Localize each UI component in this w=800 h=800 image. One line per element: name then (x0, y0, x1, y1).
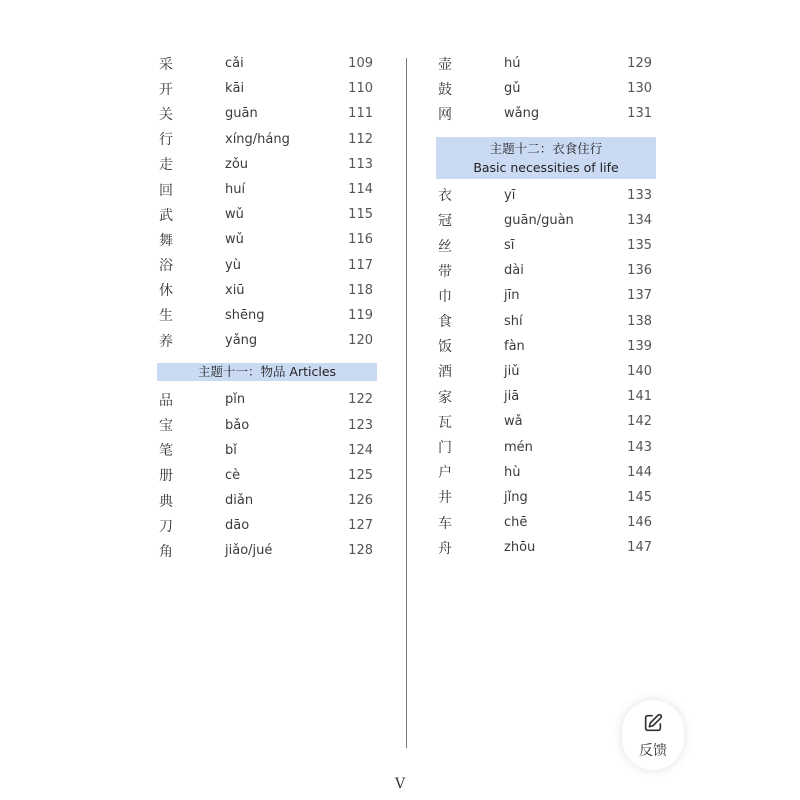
index-page-number: 119 (348, 307, 373, 323)
index-row (436, 535, 656, 560)
index-pinyin: hú (504, 56, 521, 72)
index-page-number: 137 (627, 288, 652, 304)
index-page-number: 141 (627, 389, 652, 405)
index-row (157, 412, 377, 437)
index-character: 饭 (438, 339, 452, 356)
index-row (436, 208, 656, 233)
column-divider (406, 58, 407, 748)
index-page-number: 134 (627, 212, 652, 228)
index-pinyin: cǎi (225, 56, 244, 72)
index-page-number: 127 (348, 518, 373, 534)
index-character: 行 (159, 132, 173, 149)
index-pinyin: dāo (225, 518, 250, 534)
index-page-number: 129 (627, 56, 652, 72)
index-page-number: 114 (348, 182, 373, 198)
index-character: 采 (159, 56, 173, 73)
index-page-number: 143 (627, 439, 652, 455)
index-character: 食 (438, 314, 452, 331)
index-pinyin: xiū (225, 282, 245, 298)
index-row (157, 76, 377, 101)
index-row (157, 438, 377, 463)
index-character: 走 (159, 157, 173, 174)
index-page-number: 109 (348, 56, 373, 72)
section-header-necessities (436, 137, 656, 179)
left-rows (157, 51, 377, 353)
index-pinyin: pǐn (225, 392, 246, 408)
index-page-number: 117 (348, 257, 373, 273)
index-character: 网 (438, 106, 452, 123)
index-character: 车 (438, 515, 452, 532)
index-row (436, 51, 656, 76)
index-character: 品 (159, 392, 173, 409)
index-pinyin: wǎ (504, 414, 523, 430)
index-pinyin: dài (504, 263, 524, 279)
index-row (436, 309, 656, 334)
index-pinyin: xíng/háng (225, 131, 290, 147)
index-page-number: 126 (348, 493, 373, 509)
left-index-column (157, 51, 377, 564)
index-page-number: 111 (348, 106, 373, 122)
index-page-number: 144 (627, 464, 652, 480)
index-row (436, 460, 656, 485)
index-pinyin: mén (504, 439, 533, 455)
index-character: 舞 (159, 232, 173, 249)
feedback-label: 反馈 (639, 743, 667, 759)
index-pinyin: gǔ (504, 81, 521, 97)
index-pinyin: hù (504, 464, 521, 480)
index-character: 册 (159, 468, 173, 485)
index-character: 回 (159, 182, 173, 199)
section-header-title-zh: 主题十二：衣食住行 (489, 140, 603, 156)
index-pinyin: guān (225, 106, 258, 122)
feedback-button[interactable] (622, 700, 684, 770)
index-character: 家 (438, 389, 452, 406)
index-pinyin: huí (225, 182, 246, 198)
index-pinyin: jīn (504, 288, 520, 304)
index-row (157, 253, 377, 278)
index-pinyin: wǔ (225, 207, 244, 223)
index-pinyin: jiā (504, 389, 520, 405)
index-page-number: 116 (348, 232, 373, 248)
index-page-number: 138 (627, 313, 652, 329)
index-row (157, 278, 377, 303)
index-row (436, 510, 656, 535)
section-header-articles: 主题十一：物品 Articles (157, 363, 377, 381)
index-character: 丝 (438, 238, 452, 255)
index-character: 宝 (159, 418, 173, 435)
index-page-number: 140 (627, 363, 652, 379)
index-character: 鼓 (438, 81, 452, 98)
index-row (436, 233, 656, 258)
index-row (157, 202, 377, 227)
index-character: 冠 (438, 213, 452, 230)
index-character: 舟 (438, 540, 452, 557)
index-page-number: 128 (348, 543, 373, 559)
index-character: 角 (159, 543, 173, 560)
index-pinyin: yī (504, 187, 516, 203)
index-page-number: 120 (348, 333, 373, 349)
index-character: 刀 (159, 518, 173, 535)
index-row (436, 183, 656, 208)
index-character: 瓦 (438, 414, 452, 431)
index-page-number: 112 (348, 131, 373, 147)
index-character: 巾 (438, 288, 452, 305)
index-character: 武 (159, 207, 173, 224)
index-page-number: 123 (348, 417, 373, 433)
right-section-rows (436, 183, 656, 561)
index-character: 衣 (438, 188, 452, 205)
index-pinyin: yù (225, 257, 241, 273)
index-character: 壶 (438, 56, 452, 73)
section-header-title-en: Basic necessities of life (473, 159, 619, 175)
index-pinyin: shí (504, 313, 523, 329)
index-page-number: 110 (348, 81, 373, 97)
index-pinyin: cè (225, 467, 241, 483)
index-page-number: 139 (627, 338, 652, 354)
index-page-number: 131 (627, 106, 652, 122)
index-character: 笔 (159, 443, 173, 460)
index-row (157, 152, 377, 177)
index-row (436, 384, 656, 409)
index-pinyin: guān/guàn (504, 212, 574, 228)
index-page-number: 142 (627, 414, 652, 430)
index-character: 井 (438, 490, 452, 507)
index-pinyin: kāi (225, 81, 245, 97)
index-page-number: 125 (348, 467, 373, 483)
index-character: 开 (159, 81, 173, 98)
index-character: 酒 (438, 364, 452, 381)
index-page-number: 145 (627, 489, 652, 505)
index-character: 养 (159, 333, 173, 350)
index-page-number: 133 (627, 187, 652, 203)
index-page-number: 122 (348, 392, 373, 408)
index-row (157, 303, 377, 328)
index-pinyin: diǎn (225, 493, 254, 509)
index-pinyin: zǒu (225, 156, 249, 172)
index-pinyin: jiǔ (504, 363, 520, 379)
index-pinyin: fàn (504, 338, 525, 354)
index-row (436, 101, 656, 126)
index-page-number: 118 (348, 282, 373, 298)
index-character: 户 (438, 465, 452, 482)
index-pinyin: sī (504, 238, 515, 254)
index-row (157, 488, 377, 513)
edit-icon (642, 712, 664, 738)
left-section-rows (157, 387, 377, 563)
index-pinyin: yǎng (225, 333, 258, 349)
index-pinyin: wǎng (504, 106, 540, 122)
index-row (157, 51, 377, 76)
index-pinyin: jiǎo/jué (225, 543, 273, 559)
index-page-number: 136 (627, 263, 652, 279)
index-pinyin: shēng (225, 307, 265, 323)
page-number: V (394, 776, 406, 792)
index-row (436, 485, 656, 510)
index-page-number: 135 (627, 238, 652, 254)
index-pinyin: jǐng (504, 489, 528, 505)
index-pinyin: bǐ (225, 442, 237, 458)
index-row (157, 538, 377, 563)
index-pinyin: wǔ (225, 232, 244, 248)
index-row (157, 328, 377, 353)
index-row (436, 283, 656, 308)
index-row (157, 227, 377, 252)
index-page-number: 147 (627, 540, 652, 556)
index-row (436, 434, 656, 459)
index-page-number: 124 (348, 442, 373, 458)
index-row (436, 409, 656, 434)
index-character: 典 (159, 493, 173, 510)
index-page-number: 113 (348, 156, 373, 172)
index-row (436, 334, 656, 359)
index-page-number: 146 (627, 515, 652, 531)
index-character: 生 (159, 308, 173, 325)
index-page-number: 115 (348, 207, 373, 223)
index-row (157, 101, 377, 126)
index-row (436, 258, 656, 283)
index-row (436, 359, 656, 384)
index-row (157, 387, 377, 412)
index-character: 休 (159, 283, 173, 300)
index-row (157, 513, 377, 538)
right-rows (436, 51, 656, 127)
index-row (157, 177, 377, 202)
index-character: 门 (438, 440, 452, 457)
index-row (157, 463, 377, 488)
index-pinyin: bǎo (225, 417, 250, 433)
index-pinyin: chē (504, 515, 528, 531)
index-row (157, 127, 377, 152)
right-index-column (436, 51, 656, 560)
index-row (436, 76, 656, 101)
index-page-number: 130 (627, 81, 652, 97)
index-character: 带 (438, 263, 452, 280)
index-character: 浴 (159, 258, 173, 275)
index-pinyin: zhōu (504, 540, 536, 556)
index-character: 关 (159, 106, 173, 123)
